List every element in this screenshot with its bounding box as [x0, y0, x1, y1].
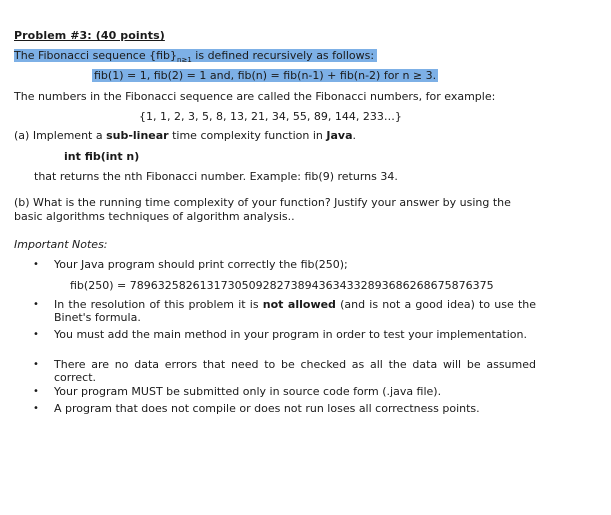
part-a-returns: that returns the nth Fibonacci number. Example: fib(9) returns 34.	[34, 170, 398, 183]
note-item-5: Your program MUST be submitted only in source code form (.java file).	[54, 385, 442, 398]
fib250-value: fib(250) = 7896325826131730509282738943634332893686268675876375	[70, 279, 494, 292]
note-item-4: There are no data errors that need to be checked as all the data will be assumed correct.	[54, 358, 536, 384]
bullet-icon: •	[33, 359, 39, 370]
bullet-icon: •	[33, 403, 39, 414]
note-item-1: Your Java program should print correctly the fib(250);	[54, 258, 348, 271]
notes-heading: Important Notes:	[14, 238, 108, 251]
note-item-2-before: In the resolution of this problem it is	[54, 298, 263, 311]
part-a-sublinear: sub-linear	[106, 129, 169, 142]
note-item-2-not-allowed: not allowed	[262, 298, 336, 311]
definition-subscript: n≥1	[177, 56, 192, 64]
note-item-3: You must add the main method in your program in order to test your implementation.	[54, 328, 527, 341]
part-a-suffix: .	[352, 129, 356, 142]
recursive-formula: fib(1) = 1, fib(2) = 1 and, fib(n) = fib(n-1) + fib(n-2) for n ≥ 3.	[94, 69, 437, 82]
bullet-icon: •	[33, 329, 39, 340]
part-b-line2: basic algorithms techniques of algorithm analysis..	[14, 210, 295, 223]
part-a-java: Java	[326, 129, 353, 142]
note-item-2-after: (and is not a good idea) to use the Binet's formula.	[54, 298, 536, 324]
part-b-line1: (b) What is the running time complexity of your function? Justify your answer by using the	[14, 196, 511, 209]
note-item-2	[54, 298, 536, 324]
part-a-middle: time complexity function in	[168, 129, 327, 142]
definition-intro-tail: is defined recursively as follows:	[191, 49, 375, 62]
function-signature: int fib(int n)	[64, 150, 140, 163]
definition-intro-text: The Fibonacci sequence {fib}	[14, 49, 178, 62]
part-a-prefix: (a) Implement a	[14, 129, 107, 142]
numbers-paragraph: The numbers in the Fibonacci sequence are called the Fibonacci numbers, for example:	[14, 90, 496, 103]
bullet-icon: •	[33, 386, 39, 397]
part-a-statement	[14, 129, 356, 142]
problem-title: Problem #3: (40 points)	[14, 29, 165, 42]
sequence-example: {1, 1, 2, 3, 5, 8, 13, 21, 34, 55, 89, 144, 233…}	[139, 110, 402, 123]
note-item-6: A program that does not compile or does not run loses all correctness points.	[54, 402, 480, 415]
definition-intro	[14, 49, 377, 62]
bullet-icon: •	[33, 259, 39, 270]
bullet-icon: •	[33, 299, 39, 310]
